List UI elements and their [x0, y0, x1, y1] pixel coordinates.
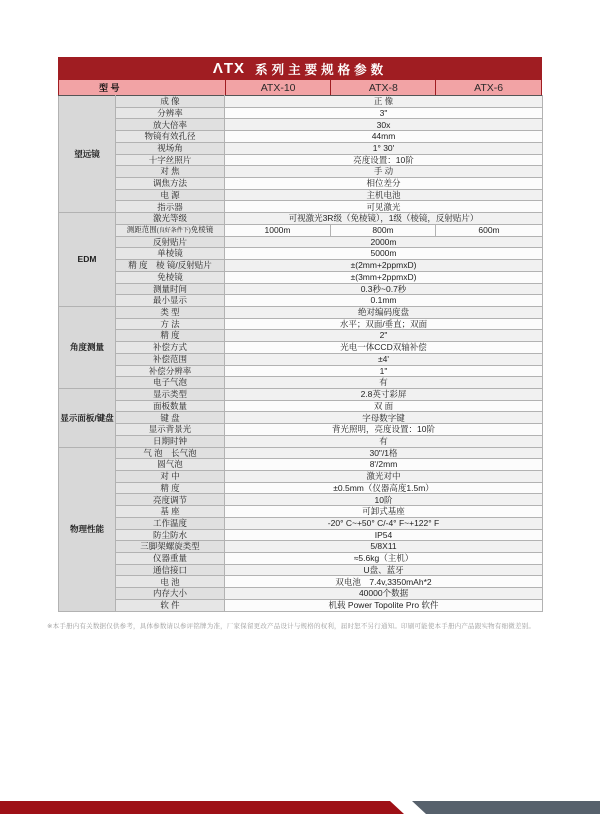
row-value: IP54	[225, 529, 543, 541]
spec-row	[59, 506, 543, 518]
row-value: 光电一体CCD双轴补偿	[225, 342, 543, 354]
model-col-atx-6: ATX-6	[435, 80, 541, 95]
spec-row	[59, 576, 543, 588]
spec-row	[59, 388, 543, 400]
row-label: 免棱镜	[116, 271, 225, 283]
spec-row	[59, 424, 543, 436]
row-label: 十字丝照片	[116, 154, 225, 166]
spec-row	[59, 178, 543, 190]
row-value: 绝对编码度盘	[225, 306, 543, 318]
row-label: 分辨率	[116, 107, 225, 119]
row-label: 对 中	[116, 471, 225, 483]
spec-row	[59, 459, 543, 471]
row-label: 反射贴片	[116, 236, 225, 248]
table-title-text: 系列主要规格参数	[255, 62, 388, 77]
spec-row	[59, 342, 543, 354]
spec-row	[59, 365, 543, 377]
row-label: 对 焦	[116, 166, 225, 178]
spec-row	[59, 412, 543, 424]
row-label: 精 度	[116, 330, 225, 342]
row-value: ±(3mm+2ppmxD)	[225, 271, 543, 283]
row-value: 有	[225, 377, 543, 389]
row-value: 双电池 7.4v,3350mAh*2	[225, 576, 543, 588]
row-value: 可见激光	[225, 201, 543, 213]
spec-row	[59, 248, 543, 260]
footer-note: ※本手册内有关数据仅供参考，具体参数请以参评铭牌为准，厂家保留更改产品设计与规格的权利，届时恕不另行通知。印刷可能使本手册内产品跟实物有细微差别。	[47, 623, 536, 630]
spec-row	[59, 435, 543, 447]
spec-row	[59, 482, 543, 494]
spec-row	[59, 529, 543, 541]
row-label: 电子气泡	[116, 377, 225, 389]
row-value: 相位差分	[225, 178, 543, 190]
row-label: 调焦方法	[116, 178, 225, 190]
row-value: 激光对中	[225, 471, 543, 483]
row-label: 三脚架螺旋类型	[116, 541, 225, 553]
row-label: 指示器	[116, 201, 225, 213]
row-value: 1° 30'	[225, 142, 543, 154]
row-value: 亮度设置：10阶	[225, 154, 543, 166]
row-value: ≈5.6kg（主机）	[225, 553, 543, 565]
row-label: 显示背景光	[116, 424, 225, 436]
section-label: EDM	[59, 213, 116, 307]
row-value: 1"	[225, 365, 543, 377]
spec-row	[59, 564, 543, 576]
spec-row	[59, 107, 543, 119]
row-value: 手 动	[225, 166, 543, 178]
footer-band-gray	[400, 801, 600, 814]
row-label: 精 度 棱 镜/反射贴片	[116, 260, 225, 272]
row-label: 日期时钟	[116, 435, 225, 447]
row-value: 正 像	[225, 96, 543, 108]
row-label: 电 源	[116, 189, 225, 201]
row-value: 双 面	[225, 400, 543, 412]
spec-row	[59, 96, 543, 108]
row-value: 800m	[331, 224, 436, 236]
section-label: 角度测量	[59, 306, 116, 388]
spec-row	[59, 283, 543, 295]
model-col-atx-8: ATX-8	[330, 80, 435, 95]
spec-row	[59, 517, 543, 529]
spec-row	[59, 400, 543, 412]
spec-row	[59, 224, 543, 236]
row-label: 仪器重量	[116, 553, 225, 565]
spec-table-body	[59, 96, 543, 612]
row-label: 补偿分辨率	[116, 365, 225, 377]
row-value: 有	[225, 435, 543, 447]
row-label: 气 泡 长气泡	[116, 447, 225, 459]
spec-row	[59, 599, 543, 611]
row-value: 0.1mm	[225, 295, 543, 307]
table-title-bar	[58, 57, 542, 80]
row-value: 30x	[225, 119, 543, 131]
row-label: 单棱镜	[116, 248, 225, 260]
spec-row	[59, 260, 543, 272]
footer-band-red	[0, 801, 404, 814]
row-value: 8'/2mm	[225, 459, 543, 471]
row-label: 精 度	[116, 482, 225, 494]
row-value: 2"	[225, 330, 543, 342]
row-label: 面板数量	[116, 400, 225, 412]
row-label: 放大倍率	[116, 119, 225, 131]
spec-row	[59, 353, 543, 365]
row-value: 3"	[225, 107, 543, 119]
spec-row	[59, 154, 543, 166]
row-label: 方 法	[116, 318, 225, 330]
spec-row	[59, 142, 543, 154]
row-value: 44mm	[225, 131, 543, 143]
spec-row	[59, 189, 543, 201]
row-value: 2.8英寸彩屏	[225, 388, 543, 400]
section-label: 望远镜	[59, 96, 116, 213]
row-label: 最小显示	[116, 295, 225, 307]
row-label: 内存大小	[116, 588, 225, 600]
spec-sheet	[58, 57, 542, 612]
spec-row	[59, 236, 543, 248]
row-value: 可卸式基座	[225, 506, 543, 518]
spec-row	[59, 201, 543, 213]
row-label: 防尘防水	[116, 529, 225, 541]
spec-row	[59, 541, 543, 553]
spec-row	[59, 553, 543, 565]
spec-row	[59, 330, 543, 342]
row-label: 补偿范围	[116, 353, 225, 365]
row-value: 5000m	[225, 248, 543, 260]
row-label: 亮度调节	[116, 494, 225, 506]
row-label: 通信接口	[116, 564, 225, 576]
spec-row	[59, 494, 543, 506]
row-label: 类 型	[116, 306, 225, 318]
spec-row	[59, 166, 543, 178]
row-value: 背光照明，亮度设置：10阶	[225, 424, 543, 436]
spec-row	[59, 471, 543, 483]
spec-row	[59, 447, 543, 459]
model-label: 型 号	[99, 83, 120, 93]
spec-row	[59, 213, 543, 225]
row-value: 1000m	[225, 224, 331, 236]
row-label: 电 池	[116, 576, 225, 588]
row-value: 10阶	[225, 494, 543, 506]
spec-row	[59, 588, 543, 600]
row-value: 30"/1格	[225, 447, 543, 459]
row-value: ±0.5mm（仪器高度1.5m）	[225, 482, 543, 494]
row-value: 可视激光3R级（免棱镜），1级（棱镜，反射贴片）	[225, 213, 543, 225]
section-label: 显示面板/键盘	[59, 388, 116, 447]
row-value: 0.3秒~0.7秒	[225, 283, 543, 295]
row-value: 5/8X11	[225, 541, 543, 553]
row-label: 激光等级	[116, 213, 225, 225]
row-value: 主机电池	[225, 189, 543, 201]
row-value: ±(2mm+2ppmxD)	[225, 260, 543, 272]
row-value: 2000m	[225, 236, 543, 248]
row-label: 物镜有效孔径	[116, 131, 225, 143]
spec-row	[59, 306, 543, 318]
row-label: 基 座	[116, 506, 225, 518]
brand-logo: ΛTX	[212, 60, 246, 77]
spec-row	[59, 295, 543, 307]
row-label: 测量时间	[116, 283, 225, 295]
row-value: ±4'	[225, 353, 543, 365]
section-label: 物理性能	[59, 447, 116, 611]
row-label: 测距范围(良好条件下)免棱镜	[116, 224, 225, 236]
row-value: 机载 Power Topolite Pro 软件	[225, 599, 543, 611]
row-label: 圆气泡	[116, 459, 225, 471]
row-label: 软 件	[116, 599, 225, 611]
row-value: 水平；双面/垂直；双面	[225, 318, 543, 330]
row-value: U盘、蓝牙	[225, 564, 543, 576]
row-label: 工作温度	[116, 517, 225, 529]
spec-row	[59, 377, 543, 389]
row-value: 600m	[436, 224, 543, 236]
row-label: 键 盘	[116, 412, 225, 424]
model-col-atx-10: ATX-10	[225, 80, 331, 95]
row-label: 补偿方式	[116, 342, 225, 354]
row-value: 字母数字键	[225, 412, 543, 424]
spec-row	[59, 318, 543, 330]
spec-row	[59, 271, 543, 283]
row-label: 成 像	[116, 96, 225, 108]
model-header-row	[58, 80, 542, 95]
spec-row	[59, 119, 543, 131]
row-label: 视场角	[116, 142, 225, 154]
spec-row	[59, 131, 543, 143]
spec-table	[58, 95, 543, 612]
row-value: -20° C~+50° C/-4° F~+122° F	[225, 517, 543, 529]
row-value: 40000个数据	[225, 588, 543, 600]
row-label: 显示类型	[116, 388, 225, 400]
